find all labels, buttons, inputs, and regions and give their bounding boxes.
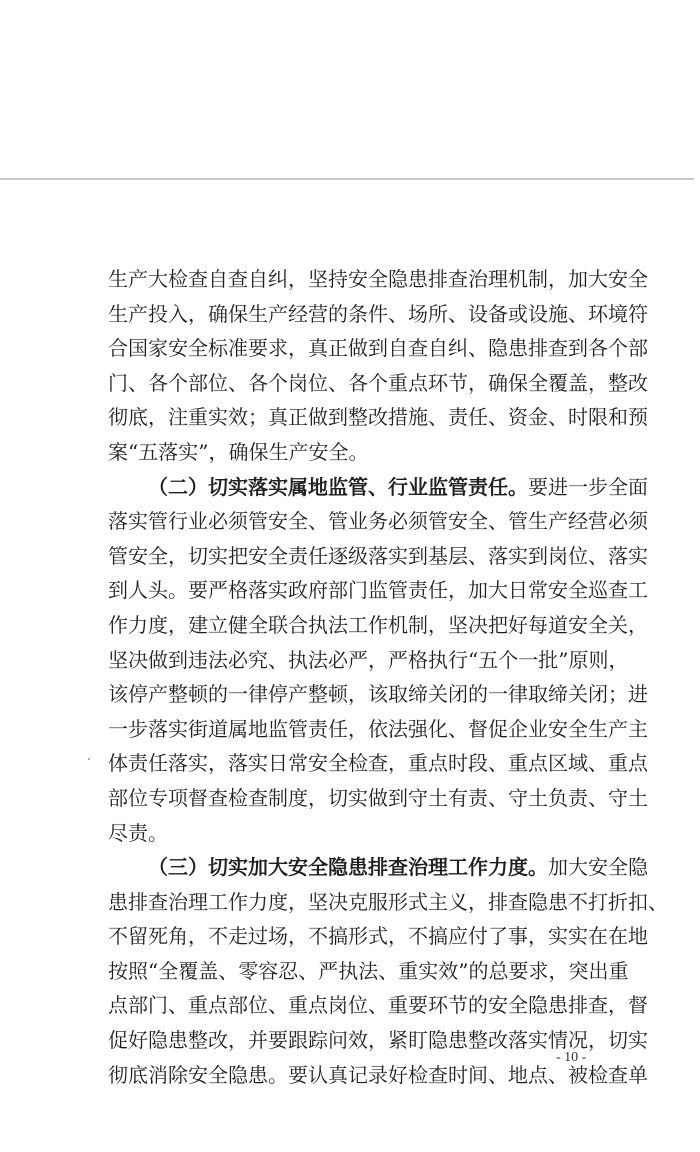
paragraph-section-3 [108,850,668,1092]
section-3-first-text: 加大安全隐 [548,855,648,880]
text-line: 不留死角，不走过场，不搞形式，不搞应付了事，实实在在地 [108,924,648,949]
text-line: 尽责。 [108,820,168,845]
section-3-first-line [108,850,648,885]
text-line: 生产大检查自查自纠，坚持安全隐患排查治理机制，加大安全 [108,267,648,291]
text-line: 案“五落实”，确保生产安全。 [108,439,369,464]
text-line: 作力度，建立健全联合执法工作机制，坚决把好每道安全关， [108,612,648,637]
page-top-edge [0,178,694,180]
text-line: 坚决做到违法必究、执法必严，严格执行“五个一批”原则， [108,647,629,672]
text-line: 彻底消除安全隐患。要认真记录好检查时间、地点、被检查单 [108,1062,648,1087]
section-2-first-text: 要进一步全面 [528,474,648,499]
text-line: 该停产整顿的一律停产整顿，该取缔关闭的一律取缔关闭；进 [108,682,648,707]
text-line: 部位专项督查检查制度，切实做到守土有责、守土负责、守土 [108,785,648,810]
section-2-first-line [108,470,648,505]
paragraph-continued [108,262,648,470]
text-line: 落实管行业必须管安全、管业务必须管安全、管生产经营必须 [108,509,648,534]
text-line: 管安全，切实把安全责任逐级落实到基层、落实到岗位、落实 [108,543,648,568]
page-number: - 10 - [556,1050,587,1065]
scan-mark [88,758,90,760]
section-3-heading: （三）切实加大安全隐患排查治理工作力度。 [148,855,548,880]
text-line: 体责任落实，落实日常安全检查，重点时段、重点区域、重点 [108,751,648,776]
text-line: 合国家安全标准要求，真正做到自查自纠、隐患排查到各个部 [108,336,648,361]
text-line: 患排查治理工作力度，坚决克服形式主义，排查隐患不打折扣、 [108,889,668,914]
text-line: 按照“全覆盖、零容忍、严执法、重实效”的总要求，突出重 [108,958,629,983]
text-line: 彻底，注重实效；真正做到整改措施、责任、资金、时限和预 [108,405,648,430]
text-line: 促好隐患整改，并要跟踪问效，紧盯隐患整改落实情况，切实 [108,1028,648,1053]
section-2-heading: （二）切实落实属地监管、行业监管责任。 [148,474,528,499]
text-line: 到人头。要严格落实政府部门监管责任，加大日常安全巡查工 [108,578,648,603]
document-body [108,262,668,1092]
text-line: 门、各个部位、各个岗位、各个重点环节，确保全覆盖，整改 [108,370,648,395]
text-line: 一步落实街道属地监管责任，依法强化、督促企业安全生产主 [108,716,648,741]
paragraph-section-2 [108,470,648,851]
text-line: 生产投入，确保生产经营的条件、场所、设备或设施、环境符 [108,301,648,326]
text-line: 点部门、重点部位、重点岗位、重要环节的安全隐患排查，督 [108,993,648,1018]
